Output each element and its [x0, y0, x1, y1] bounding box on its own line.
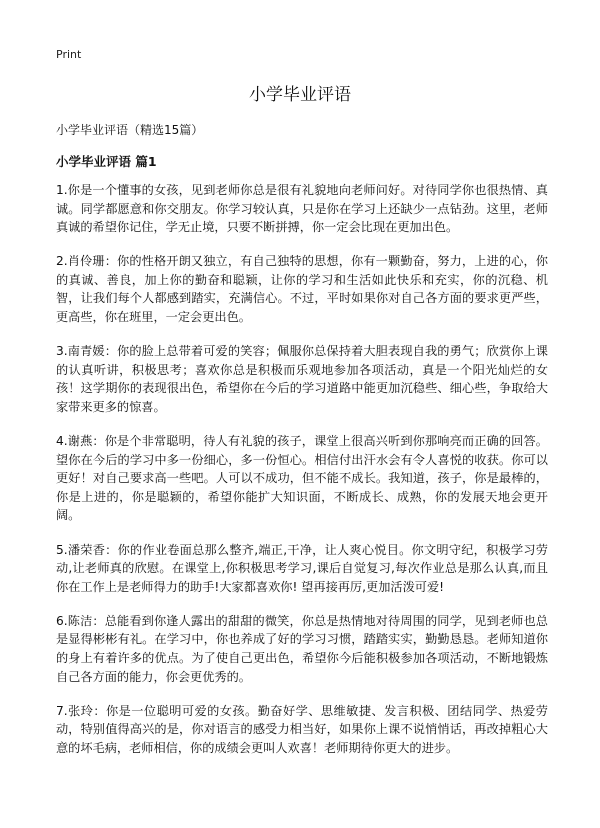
section-heading: 小学毕业评语 篇1	[56, 154, 157, 169]
document-subtitle: 小学毕业评语（精选15篇）	[56, 123, 204, 137]
comment-paragraph-5: 5.潘荣香：你的作业卷面总那么整齐,端正,干净，让人爽心悦目。你文明守纪，积极学习劳动,让老师真的欣慰。在课堂上,你积极思考学习,课后自觉复习,每次作业总是那么认真,而且你在工作上是老师得力的助手!大家都喜欢你! 望再接再厉,更加活泼可爱!	[56, 542, 548, 594]
comment-paragraph-2: 2.肖伶珊：你的性格开朗又独立，有自己独特的思想，你有一颗勤奋，努力，上进的心，你的真诚、善良，加上你的勤奋和聪颖，让你的学习和生活如此快乐和充实，你的沉稳、机智，让我们每个人都感到踏实，充满信心。不过，平时如果你对自己各方面的要求更严些，更高些，你在班里，一定会更出色。	[56, 254, 548, 325]
comment-paragraph-6: 6.陈洁：总能看到你逢人露出的甜甜的微笑，你总是热情地对待周围的同学，见到老师也总是显得彬彬有礼。在学习中，你也养成了好的学习习惯，踏踏实实，勤勤恳恳。老师知道你的身上有着许多的优点。为了使自己更出色，希望你今后能积极参加各项活动，不断地锻炼自己各方面的能力，你会更优秀的。	[56, 613, 548, 684]
comment-paragraph-1: 1.你是一个懂事的女孩，见到老师你总是很有礼貌地向老师问好。对待同学你也很热情、真诚。同学都愿意和你交朋友。你学习较认真，只是你在学习上还缺少一点钻劲。这里，老师真诚的希望你记住，学无止境，只要不断拼搏，你一定会比现在更加出色。	[56, 183, 548, 235]
comment-paragraph-4: 4.谢燕：你是个非常聪明，待人有礼貌的孩子，课堂上很高兴听到你那响亮而正确的回答。望你在今后的学习中多一份细心，多一份恒心。相信付出汗水会有令人喜悦的收获。你可以更好！对自己要求高一些吧。人可以不成功，但不能不成长。我知道，孩子，你是最棒的，你是上进的，你是聪颖的，希望你能扩大知识面，不断成长、成熟，你的发展天地会更开阔。	[56, 434, 548, 523]
comment-list	[56, 181, 548, 773]
comment-paragraph-3: 3.南青媛：你的脸上总带着可爱的笑容；佩服你总保持着大胆表现自我的勇气；欣赏你上课的认真听讲，积极思考；喜欢你总是积极而乐观地参加各项活动，真是一个阳光灿烂的女孩！这学期你的表现很出色，希望你在今后的学习道路中能更加沉稳些、细心些，争取给大家带来更多的惊喜。	[56, 344, 548, 414]
print-link[interactable]: Print	[56, 48, 82, 61]
comment-paragraph-7: 7.张玲：你是一位聪明可爱的女孩。勤奋好学、思维敏捷、发言积极、团结同学、热爱劳动，特别值得高兴的是，你对语言的感受力相当好，如果你上课不说悄悄话，再改掉粗心大意的坏毛病，老师相信，你的成绩会更叫人欢喜！老师期待你更大的进步。	[56, 703, 548, 755]
page-title: 小学毕业评语	[249, 85, 351, 105]
